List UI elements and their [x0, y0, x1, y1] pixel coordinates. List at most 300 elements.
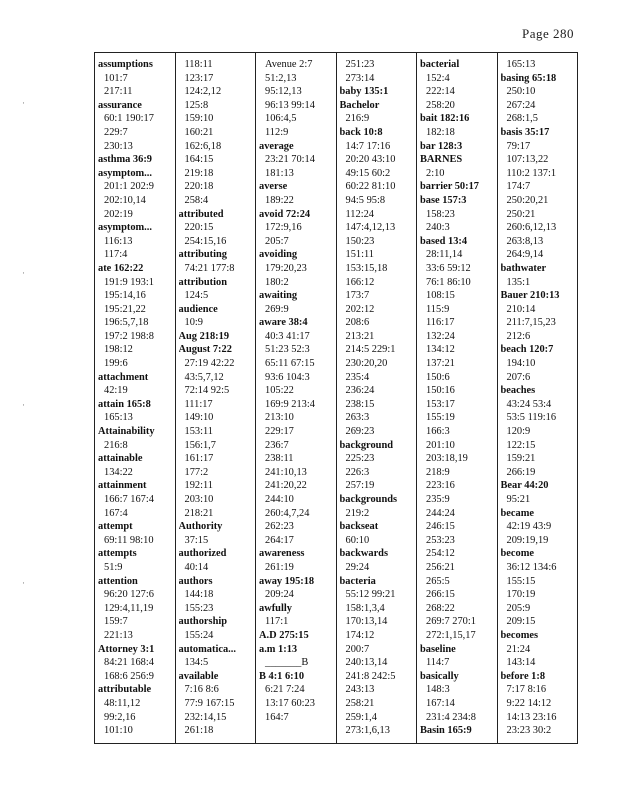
index-page-ref: 257:19: [345, 480, 375, 492]
index-headword: based 13:4: [420, 235, 468, 247]
index-page-ref: 112:24: [345, 208, 374, 220]
index-page-ref: 202:12: [345, 303, 375, 315]
index-page-ref: 209:24: [265, 589, 294, 601]
index-headword: BARNES: [420, 154, 463, 166]
index-page-ref: 212:6: [506, 330, 531, 342]
index-page-ref: 177:2: [184, 466, 209, 478]
index-page-ref: 150:6: [426, 371, 450, 383]
index-page-ref: 107:13,22: [506, 154, 549, 166]
index-page-ref: 222:14: [426, 86, 455, 98]
index-page-ref: 28:11,14: [426, 249, 463, 261]
index-page-ref: 116:17: [426, 317, 455, 329]
index-page-ref: 189:22: [265, 194, 294, 206]
index-page-ref: 111:17: [184, 398, 213, 410]
index-page-ref: 165:13: [104, 412, 133, 424]
index-page-ref: 251:23: [345, 59, 375, 70]
index-page-ref: 214:5 229:1: [345, 344, 396, 356]
index-page-ref: 116:13: [104, 235, 133, 247]
index-page-ref: 198:12: [104, 344, 133, 356]
index-page-ref: 23:21 70:14: [265, 154, 315, 166]
index-headword: background: [339, 439, 394, 451]
index-headword: awfully: [259, 602, 292, 614]
index-page-ref: 149:10: [184, 412, 214, 424]
index-page-ref: 36:12 134:6: [506, 561, 557, 573]
index-page-ref: 261:18: [184, 725, 214, 737]
index-page-ref: 105:22: [265, 385, 294, 397]
index-headword: Aug 218:19: [178, 330, 230, 342]
index-page-ref: 230:13: [104, 140, 133, 152]
index-headword: Attorney 3:1: [98, 643, 155, 655]
index-headword: authors: [178, 575, 213, 587]
index-page-ref: 42:19: [104, 385, 128, 397]
index-page-ref: 253:23: [426, 534, 455, 546]
index-page-ref: 216:9: [345, 113, 370, 125]
index-column: [337, 53, 418, 743]
index-page-ref: 151:11: [345, 249, 374, 261]
index-headword: Attainability: [98, 426, 155, 438]
index-page-ref: 258:21: [345, 697, 375, 709]
index-page-ref: 7:16 8:6: [184, 684, 219, 696]
index-page-ref: 74:21 177:8: [184, 262, 235, 274]
index-page-ref: 236:7: [265, 439, 289, 451]
index-page-ref: 231:4 234:8: [426, 711, 476, 723]
index-headword: basically: [420, 670, 459, 682]
index-page-ref: 254:15,16: [184, 235, 227, 247]
index-page-ref: 225:23: [345, 453, 375, 465]
index-page-ref: 182:18: [426, 126, 455, 138]
index-page-ref: 6:21 7:24: [265, 684, 305, 696]
index-column: [176, 53, 257, 743]
index-page-ref: 101:7: [104, 72, 128, 84]
index-headword: authorized: [178, 548, 227, 560]
index-page-ref: 209:15: [506, 616, 536, 628]
index-page-ref: 114:7: [426, 657, 450, 669]
index-column: [417, 53, 498, 743]
index-page-ref: 51:2,13: [265, 72, 297, 84]
index-page-ref: 134:22: [104, 466, 133, 478]
index-page-ref: 147:4,12,13: [345, 222, 396, 234]
index-page-ref: 160:21: [184, 126, 214, 138]
index-page-ref: 165:13: [506, 59, 536, 70]
index-headword: Bauer 210:13: [500, 290, 560, 302]
index-page-ref: 250:20,21: [506, 194, 549, 206]
index-page-ref: 134:5: [184, 657, 209, 669]
index-page-ref: 223:16: [426, 480, 455, 492]
index-headword: attempts: [98, 548, 137, 560]
index-headword: assumptions: [98, 59, 153, 70]
index-page-ref: 77:9 167:15: [184, 697, 235, 709]
index-page-ref: 268:1,5: [506, 113, 538, 125]
index-headword: Authority: [178, 521, 223, 533]
index-page-ref: Avenue 2:7: [265, 59, 313, 70]
index-page-ref: 14:7 17:16: [345, 140, 391, 152]
index-headword: beaches: [500, 385, 536, 397]
index-page-ref: 135:1: [506, 276, 531, 288]
index-page-ref: 94:5 95:8: [345, 194, 386, 206]
index-page-ref: 37:15: [184, 534, 209, 546]
index-page-ref: 55:12 99:21: [345, 589, 396, 601]
index-page-ref: 143:14: [506, 657, 536, 669]
index-page-ref: 267:24: [506, 99, 536, 111]
index-headword: attributable: [98, 684, 152, 696]
index-page-ref: 93:6 104:3: [265, 371, 310, 383]
index-page-ref: 213:21: [345, 330, 375, 342]
index-page-ref: 96:20 127:6: [104, 589, 154, 601]
index-page-ref: 155:23: [184, 602, 214, 614]
index-page-ref: 7:17 8:16: [506, 684, 547, 696]
index-page-ref: 167:14: [426, 697, 455, 709]
index-page-ref: 217:11: [104, 86, 133, 98]
index-page-ref: 241:10,13: [265, 466, 307, 478]
index-headword: back 10:8: [339, 126, 383, 138]
index-page-ref: 263:8,13: [506, 235, 544, 247]
index-page-ref: 205:9: [506, 602, 531, 614]
index-page-ref: 259:1,4: [345, 711, 377, 723]
index-page-ref: 219:18: [184, 167, 214, 179]
index-page-ref: 236:24: [345, 385, 375, 397]
index-page-ref: 201:1 202:9: [104, 181, 154, 193]
margin-mark: ·: [22, 578, 25, 588]
index-page-ref: 197:2 198:8: [104, 330, 154, 342]
index-page-ref: 203:18,19: [426, 453, 468, 465]
index-headword: attainment: [98, 480, 147, 492]
index-page-ref: 241:8 242:5: [345, 670, 396, 682]
index-page-ref: 124:5: [184, 290, 209, 302]
index-page-ref: 108:15: [426, 290, 455, 302]
index-page-ref: 220:15: [184, 222, 214, 234]
index-page-ref: 110:2 137:1: [506, 167, 557, 179]
index-headword: backseat: [339, 521, 379, 533]
index-page-ref: 158:23: [426, 208, 455, 220]
index-headword: automatica...: [178, 643, 236, 655]
index-page-ref: 84:21 168:4: [104, 657, 154, 669]
index-page-ref: 240:13,14: [345, 657, 388, 669]
index-page-ref: 21:24: [506, 643, 531, 655]
index-headword: ate 162:22: [98, 262, 144, 274]
index-page-ref: 164:7: [265, 711, 289, 723]
index-page-ref: 235:4: [345, 371, 370, 383]
index-page-ref: 201:10: [426, 439, 455, 451]
index-page-ref: 155:15: [506, 575, 536, 587]
index-page-ref: 112:9: [265, 126, 289, 138]
index-page-ref: 200:7: [345, 643, 370, 655]
index-headword: asymptom...: [98, 222, 152, 234]
index-headword: attachment: [98, 371, 149, 383]
index-page-ref: 13:17 60:23: [265, 697, 315, 709]
index-page-ref: 261:19: [265, 561, 294, 573]
index-page-ref: 266:15: [426, 589, 455, 601]
index-headword: baseline: [420, 643, 456, 655]
index-page-ref: 205:7: [265, 235, 289, 247]
index-page-ref: 162:6,18: [184, 140, 222, 152]
index-page-ref: 260:6,12,13: [506, 222, 557, 234]
index-page-ref: 244:24: [426, 507, 455, 519]
index-headword: A.D 275:15: [259, 629, 309, 641]
index-headword: bait 182:16: [420, 113, 470, 125]
index-page-ref: 60:22 81:10: [345, 181, 396, 193]
index-page-ref: 244:10: [265, 494, 294, 505]
index-headword: Bear 44:20: [500, 480, 549, 492]
index-page-ref: 120:9: [506, 426, 531, 438]
index-page-ref: 14:13 23:16: [506, 711, 557, 723]
index-headword: average: [259, 140, 294, 152]
index-page-ref: 221:13: [104, 629, 133, 641]
index-page-ref: 263:3: [345, 412, 370, 424]
index-column: [95, 53, 176, 743]
index-page-ref: 229:17: [265, 426, 294, 438]
index-page-ref: 167:4: [104, 507, 128, 519]
index-page-ref: 60:10: [345, 534, 370, 546]
index-page-ref: 168:6 256:9: [104, 670, 154, 682]
index-headword: a.m 1:13: [259, 643, 298, 655]
index-page-ref: _______B: [265, 657, 309, 669]
index-page-ref: 241:20,22: [265, 480, 307, 492]
index-page-ref: 43:5,7,12: [184, 371, 224, 383]
index-page-ref: 208:6: [345, 317, 370, 329]
index-page-ref: 265:5: [426, 575, 450, 587]
index-page-ref: 191:9 193:1: [104, 276, 154, 288]
index-page-ref: 199:6: [104, 358, 128, 370]
index-page-ref: 153:15,18: [345, 262, 388, 274]
index-page-ref: 9:22 14:12: [506, 697, 552, 709]
index-headword: bacterial: [420, 59, 460, 70]
index-headword: aware 38:4: [259, 317, 308, 329]
index-headword: Basin 165:9: [420, 725, 472, 737]
index-page-ref: 180:2: [265, 276, 289, 288]
margin-mark: ·: [22, 400, 25, 410]
index-page-ref: 220:18: [184, 181, 214, 193]
index-headword: August 7:22: [178, 344, 232, 356]
index-page-ref: 161:17: [184, 453, 214, 465]
index-page-ref: 195:21,22: [104, 303, 146, 315]
index-page-ref: 2:10: [426, 167, 445, 179]
index-page-ref: 243:13: [345, 684, 375, 696]
index-headword: avoid 72:24: [259, 208, 311, 220]
index-page-ref: 195:14,16: [104, 290, 146, 302]
index-page-ref: 166:7 167:4: [104, 494, 154, 505]
index-page-ref: 48:11,12: [104, 697, 141, 709]
index-page-ref: 169:9 213:4: [265, 398, 315, 410]
index-page-ref: 250:10: [506, 86, 536, 98]
index-page-ref: 72:14 92:5: [184, 385, 230, 397]
index-page-ref: 159:21: [506, 453, 536, 465]
index-page-ref: 129:4,11,19: [104, 602, 154, 614]
index-page-ref: 264:17: [265, 534, 294, 546]
index-page-ref: 166:3: [426, 426, 450, 438]
index-page-ref: 150:23: [345, 235, 375, 247]
index-headword: B 4:1 6:10: [259, 670, 305, 682]
index-page-ref: 43:24 53:4: [506, 398, 552, 410]
index-page-ref: 117:4: [104, 249, 128, 261]
index-page-ref: 218:21: [184, 507, 214, 519]
index-page-ref: 10:9: [184, 317, 203, 329]
index-headword: awareness: [259, 548, 305, 560]
index-page-ref: 51:9: [104, 561, 123, 573]
index-page-ref: 232:14,15: [184, 711, 227, 723]
index-page-ref: 69:11 98:10: [104, 534, 154, 546]
index-headword: away 195:18: [259, 575, 315, 587]
index-headword: barrier 50:17: [420, 181, 479, 193]
index-page-ref: 209:19,19: [506, 534, 549, 546]
index-page-ref: 20:20 43:10: [345, 154, 396, 166]
index-headword: before 1:8: [500, 670, 546, 682]
index-page-ref: 79:17: [506, 140, 531, 152]
index-page-ref: 51:23 52:3: [265, 344, 310, 356]
index-column: [256, 53, 337, 743]
index-page-ref: 117:1: [265, 616, 289, 628]
index-page-ref: 258:20: [426, 99, 455, 111]
index-page-ref: 250:21: [506, 208, 536, 220]
index-page-ref: 170:19: [506, 589, 536, 601]
index-headword: backwards: [339, 548, 388, 560]
index-page-ref: 40:14: [184, 561, 209, 573]
index-page-ref: 219:2: [345, 507, 370, 519]
index-page-ref: 155:24: [184, 629, 214, 641]
margin-mark: ·: [22, 268, 25, 278]
index-page-ref: 118:11: [184, 59, 213, 70]
index-page-ref: 196:5,7,18: [104, 317, 149, 329]
index-page-ref: 174:12: [345, 629, 375, 641]
index-page-ref: 76:1 86:10: [426, 276, 471, 288]
index-headword: asthma 36:9: [98, 154, 152, 166]
index-page-ref: 155:19: [426, 412, 455, 424]
index-page-ref: 194:10: [506, 358, 536, 370]
index-headword: averse: [259, 181, 288, 193]
index-page-ref: 65:11 67:15: [265, 358, 315, 370]
index-page-ref: 266:19: [506, 466, 536, 478]
index-headword: became: [500, 507, 534, 519]
index-headword: become: [500, 548, 534, 560]
index-page-ref: 95:21: [506, 494, 531, 505]
index-page-ref: 101:10: [104, 725, 133, 737]
index-page-ref: 132:24: [426, 330, 455, 342]
index-page-ref: 33:6 59:12: [426, 262, 471, 274]
index-page-ref: 207:6: [506, 371, 531, 383]
index-page-ref: 273:14: [345, 72, 375, 84]
index-page-ref: 269:7 270:1: [426, 616, 476, 628]
index-page-ref: 134:12: [426, 344, 455, 356]
index-page-ref: 156:1,7: [184, 439, 216, 451]
index-page-ref: 96:13 99:14: [265, 99, 315, 111]
index-headword: attention: [98, 575, 138, 587]
index-page-ref: 230:20,20: [345, 358, 388, 370]
index-page-ref: 181:13: [265, 167, 294, 179]
index-page-ref: 192:11: [184, 480, 213, 492]
index-headword: beach 120:7: [500, 344, 554, 356]
page-number-label: Page 280: [521, 26, 574, 41]
index-headword: attainable: [98, 453, 143, 465]
index-page-ref: 125:8: [184, 99, 209, 111]
index-page-ref: 240:3: [426, 222, 450, 234]
index-headword: attributing: [178, 249, 227, 261]
index-page-ref: 269:23: [345, 426, 375, 438]
index-page-ref: 258:4: [184, 194, 209, 206]
index-page-ref: 179:20,23: [265, 262, 307, 274]
word-index-table: [94, 52, 578, 744]
index-page-ref: 273:1,6,13: [345, 725, 390, 737]
index-headword: asymptom...: [98, 167, 152, 179]
index-headword: becomes: [500, 629, 539, 641]
index-headword: bathwater: [500, 262, 547, 274]
index-page-ref: 166:12: [345, 276, 375, 288]
index-page-ref: 210:14: [506, 303, 536, 315]
index-headword: baby 135:1: [339, 86, 389, 98]
index-headword: basis 35:17: [500, 126, 550, 138]
index-page-ref: 272:1,15,17: [426, 629, 476, 641]
index-page-ref: 95:12,13: [265, 86, 302, 98]
index-page-ref: 106:4,5: [265, 113, 297, 125]
index-page-ref: 268:22: [426, 602, 455, 614]
index-page-ref: 29:24: [345, 561, 370, 573]
index-page-ref: 202:19: [104, 208, 133, 220]
index-page-ref: 159:7: [104, 616, 128, 628]
index-page-ref: 40:3 41:17: [265, 330, 310, 342]
index-page-ref: 137:21: [426, 358, 455, 370]
index-headword: assurance: [98, 99, 142, 111]
index-page-ref: 260:4,7,24: [265, 507, 310, 519]
index-page-ref: 42:19 43:9: [506, 521, 552, 533]
index-page-ref: 172:9,16: [265, 222, 302, 234]
index-page-ref: 174:7: [506, 181, 531, 193]
index-page-ref: 122:15: [506, 439, 536, 451]
index-page-ref: 148:3: [426, 684, 450, 696]
index-page-ref: 229:7: [104, 126, 128, 138]
index-headword: backgrounds: [339, 494, 398, 505]
index-page-ref: 153:17: [426, 398, 455, 410]
index-page-ref: 173:7: [345, 290, 370, 302]
index-page-ref: 238:15: [345, 398, 375, 410]
index-page-ref: 152:4: [426, 72, 450, 84]
index-page-ref: 124:2,12: [184, 86, 222, 98]
index-column: [498, 53, 578, 743]
index-page-ref: 216:8: [104, 439, 128, 451]
index-page-ref: 159:10: [184, 113, 214, 125]
index-page-ref: 99:2,16: [104, 711, 136, 723]
index-headword: avoiding: [259, 249, 298, 261]
index-page-ref: 27:19 42:22: [184, 358, 235, 370]
index-headword: attributed: [178, 208, 224, 220]
index-page-ref: 144:18: [184, 589, 214, 601]
index-headword: attribution: [178, 276, 227, 288]
index-page-ref: 264:9,14: [506, 249, 544, 261]
index-page-ref: 150:16: [426, 385, 455, 397]
index-page-ref: 49:15 60:2: [345, 167, 391, 179]
index-headword: attempt: [98, 521, 133, 533]
index-page-ref: 218:9: [426, 466, 450, 478]
index-page-ref: 211:7,15,23: [506, 317, 556, 329]
index-page-ref: 158:1,3,4: [345, 602, 385, 614]
index-headword: available: [178, 670, 219, 682]
index-page-ref: 164:15: [184, 154, 214, 166]
index-headword: audience: [178, 303, 218, 315]
index-page-ref: 213:10: [265, 412, 294, 424]
index-page-ref: 262:23: [265, 521, 294, 533]
index-page-ref: 123:17: [184, 72, 214, 84]
index-page-ref: 203:10: [184, 494, 214, 505]
index-page-ref: 115:9: [426, 303, 450, 315]
margin-mark: ·: [22, 98, 25, 108]
index-headword: basing 65:18: [500, 72, 557, 84]
index-headword: awaiting: [259, 290, 298, 302]
index-page-ref: 238:11: [265, 453, 294, 465]
index-page-ref: 246:15: [426, 521, 455, 533]
index-page-ref: 23:23 30:2: [506, 725, 552, 737]
index-page-ref: 256:21: [426, 561, 455, 573]
index-page-ref: 170:13,14: [345, 616, 388, 628]
index-page-ref: 153:11: [184, 426, 213, 438]
index-headword: attain 165:8: [98, 398, 151, 410]
index-page-ref: 202:10,14: [104, 194, 146, 206]
